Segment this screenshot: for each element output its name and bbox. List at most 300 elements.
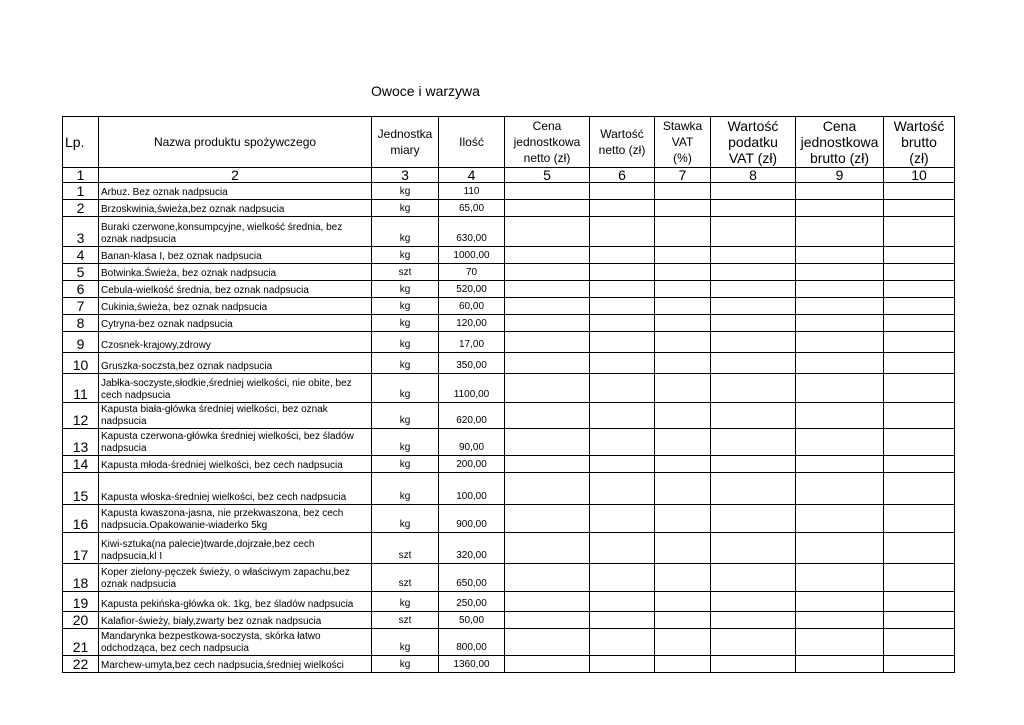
row-product-name-line: odchodząca, bez cech nadpsucia — [101, 643, 249, 654]
row-product-name-line: Czosnek-krajowy,zdrowy — [101, 340, 211, 351]
row-vat-rate — [655, 403, 711, 429]
row-product-name — [99, 353, 372, 374]
row-lp: 19 — [63, 592, 99, 612]
row-gross-value — [884, 281, 955, 298]
row-gross-value — [884, 247, 955, 264]
row-gross-value — [884, 403, 955, 429]
row-vat-rate — [655, 564, 711, 592]
row-product-name — [99, 505, 372, 533]
row-unit-price — [505, 533, 590, 564]
row-vat-value — [711, 315, 796, 332]
row-unit: kg — [372, 332, 439, 353]
row-qty: 120,00 — [439, 315, 505, 332]
row-net-value — [590, 403, 655, 429]
table-row — [63, 429, 955, 456]
row-vat-value — [711, 403, 796, 429]
row-product-name — [99, 656, 372, 673]
row-unit: szt — [372, 564, 439, 592]
row-unit-price — [505, 612, 590, 629]
row-product-name — [99, 403, 372, 429]
row-gross-price — [796, 264, 884, 281]
row-product-name-line: Cukinia,świeża, bez oznak nadpsucia — [101, 302, 268, 313]
table-row — [63, 332, 955, 353]
row-qty: 110 — [439, 183, 505, 200]
header-gross-value-line: (zł) — [909, 150, 929, 166]
table-row — [63, 456, 955, 473]
row-unit-price — [505, 629, 590, 656]
row-product-name — [99, 473, 372, 505]
row-gross-price — [796, 612, 884, 629]
row-lp: 4 — [63, 247, 99, 264]
row-gross-price — [796, 247, 884, 264]
header-vat-rate-line: (%) — [673, 151, 692, 165]
row-qty: 200,00 — [439, 456, 505, 473]
row-unit: kg — [372, 183, 439, 200]
header-vat-value — [711, 117, 796, 168]
row-unit-price — [505, 456, 590, 473]
row-net-value — [590, 247, 655, 264]
row-gross-value — [884, 217, 955, 247]
row-gross-value — [884, 298, 955, 315]
row-product-name — [99, 374, 372, 403]
row-gross-price — [796, 564, 884, 592]
table-row — [63, 629, 955, 656]
row-gross-price — [796, 629, 884, 656]
row-vat-rate — [655, 505, 711, 533]
row-net-value — [590, 332, 655, 353]
header-gross-price-line: Cena — [822, 118, 857, 134]
row-net-value — [590, 564, 655, 592]
row-unit: kg — [372, 281, 439, 298]
header-gross-value-line: Wartość — [893, 118, 945, 134]
header-unit — [372, 117, 439, 168]
row-net-value — [590, 264, 655, 281]
row-gross-price — [796, 429, 884, 456]
row-unit-price — [505, 656, 590, 673]
row-lp: 12 — [63, 403, 99, 429]
row-gross-value — [884, 353, 955, 374]
row-unit: kg — [372, 592, 439, 612]
row-product-name-line: Kalafior-świeży, biały,zwarty bez oznak nadpsucia — [101, 616, 322, 627]
header-vat-rate-line: VAT — [671, 135, 694, 149]
row-product-name-line: Kapusta pekińska-główka ok. 1kg, bez śladów nadpsucia — [101, 599, 354, 610]
row-vat-value — [711, 473, 796, 505]
page-title: Owoce i warzywa — [371, 83, 480, 99]
row-lp: 7 — [63, 298, 99, 315]
header-unit-price-line: Cena — [532, 119, 562, 133]
header-vat-value-line: podatku — [728, 134, 778, 150]
row-vat-rate — [655, 473, 711, 505]
row-unit-price — [505, 200, 590, 217]
table-row — [63, 200, 955, 217]
row-vat-rate — [655, 247, 711, 264]
row-unit: kg — [372, 217, 439, 247]
row-unit-price — [505, 374, 590, 403]
row-product-name — [99, 281, 372, 298]
row-net-value — [590, 456, 655, 473]
row-vat-rate — [655, 456, 711, 473]
row-unit: kg — [372, 505, 439, 533]
row-gross-value — [884, 200, 955, 217]
row-unit-price — [505, 473, 590, 505]
row-gross-price — [796, 200, 884, 217]
table-row — [63, 247, 955, 264]
row-product-name — [99, 264, 372, 281]
row-product-name-line: Kapusta kwaszona-jasna, nie przekwaszona, bez cech — [101, 508, 344, 519]
row-qty: 65,00 — [439, 200, 505, 217]
row-qty: 1000,00 — [439, 247, 505, 264]
row-unit: kg — [372, 315, 439, 332]
row-vat-value — [711, 264, 796, 281]
row-net-value — [590, 298, 655, 315]
row-product-name — [99, 429, 372, 456]
row-vat-rate — [655, 217, 711, 247]
table-row — [63, 592, 955, 612]
row-vat-value — [711, 353, 796, 374]
row-lp: 9 — [63, 332, 99, 353]
table-row — [63, 353, 955, 374]
row-qty: 250,00 — [439, 592, 505, 612]
table-row — [63, 612, 955, 629]
column-number: 10 — [884, 168, 955, 183]
row-gross-price — [796, 281, 884, 298]
row-lp: 15 — [63, 473, 99, 505]
row-gross-value — [884, 429, 955, 456]
row-vat-value — [711, 564, 796, 592]
column-number: 6 — [590, 168, 655, 183]
row-gross-price — [796, 332, 884, 353]
row-product-name — [99, 629, 372, 656]
row-product-name — [99, 315, 372, 332]
table-row — [63, 264, 955, 281]
row-vat-value — [711, 217, 796, 247]
row-vat-rate — [655, 200, 711, 217]
row-qty: 630,00 — [439, 217, 505, 247]
row-product-name-line: Koper zielony-pęczek świeży, o właściwym zapachu,bez — [101, 567, 350, 578]
column-number: 8 — [711, 168, 796, 183]
row-vat-value — [711, 183, 796, 200]
column-number: 5 — [505, 168, 590, 183]
row-vat-rate — [655, 315, 711, 332]
row-gross-value — [884, 473, 955, 505]
row-net-value — [590, 612, 655, 629]
row-gross-price — [796, 403, 884, 429]
row-unit: kg — [372, 456, 439, 473]
row-vat-value — [711, 281, 796, 298]
row-gross-value — [884, 315, 955, 332]
row-product-name-line: nadpsucia — [101, 443, 147, 454]
header-net-value — [590, 117, 655, 168]
row-gross-price — [796, 656, 884, 673]
row-gross-value — [884, 629, 955, 656]
row-unit-price — [505, 247, 590, 264]
row-gross-price — [796, 505, 884, 533]
row-qty: 800,00 — [439, 629, 505, 656]
row-unit-price — [505, 505, 590, 533]
row-unit: kg — [372, 429, 439, 456]
row-product-name-line: Kiwi-sztuka(na palecie)twarde,dojrzałe,bez cech — [101, 539, 315, 550]
row-net-value — [590, 429, 655, 456]
row-gross-price — [796, 217, 884, 247]
row-vat-value — [711, 429, 796, 456]
row-qty: 1360,00 — [439, 656, 505, 673]
row-qty: 50,00 — [439, 612, 505, 629]
row-net-value — [590, 315, 655, 332]
row-gross-value — [884, 592, 955, 612]
row-lp: 8 — [63, 315, 99, 332]
row-lp: 13 — [63, 429, 99, 456]
row-vat-value — [711, 612, 796, 629]
header-row — [63, 117, 955, 168]
row-gross-value — [884, 183, 955, 200]
row-product-name-line: Buraki czerwone,konsumpcyjne, wielkość średnia, bez — [101, 222, 343, 233]
row-product-name-line: nadpsucia.Opakowanie-wiaderko 5kg — [101, 520, 268, 531]
row-product-name — [99, 298, 372, 315]
row-product-name-line: Cebula-wielkość średnia, bez oznak nadpsucia — [101, 285, 309, 296]
row-product-name-line: Botwinka.Świeża, bez oznak nadpsucia — [101, 268, 277, 279]
row-unit: kg — [372, 374, 439, 403]
table-row — [63, 281, 955, 298]
row-lp: 3 — [63, 217, 99, 247]
row-qty: 350,00 — [439, 353, 505, 374]
header-gross-value — [884, 117, 955, 168]
row-vat-value — [711, 592, 796, 612]
row-product-name — [99, 564, 372, 592]
row-unit-price — [505, 264, 590, 281]
row-unit-price — [505, 564, 590, 592]
row-gross-value — [884, 456, 955, 473]
row-net-value — [590, 505, 655, 533]
header-unit-price — [505, 117, 590, 168]
row-vat-value — [711, 332, 796, 353]
row-unit: szt — [372, 612, 439, 629]
row-product-name — [99, 200, 372, 217]
row-qty: 620,00 — [439, 403, 505, 429]
row-unit-price — [505, 315, 590, 332]
header-gross-price-line: jednostkowa — [800, 134, 879, 150]
row-unit-price — [505, 183, 590, 200]
row-net-value — [590, 374, 655, 403]
row-product-name-line: nadpsucia — [101, 416, 147, 427]
table-row — [63, 374, 955, 403]
table-row — [63, 564, 955, 592]
row-gross-value — [884, 374, 955, 403]
row-unit: kg — [372, 298, 439, 315]
row-product-name-line: Kapusta włoska-średniej wielkości, bez cech nadpsucia — [101, 492, 347, 503]
row-product-name-line: Kapusta młoda-średniej wielkości, bez cech nadpsucia — [101, 460, 343, 471]
row-product-name-line: oznak nadpsucia — [101, 579, 177, 590]
row-gross-value — [884, 533, 955, 564]
row-net-value — [590, 629, 655, 656]
row-lp: 16 — [63, 505, 99, 533]
column-number-row — [63, 168, 955, 183]
row-lp: 22 — [63, 656, 99, 673]
header-gross-price — [796, 117, 884, 168]
row-unit: kg — [372, 403, 439, 429]
row-product-name-line: Jabłka-soczyste,słodkie,średniej wielkości, nie obite, bez — [101, 378, 352, 389]
row-vat-rate — [655, 429, 711, 456]
table-body — [63, 183, 955, 673]
row-net-value — [590, 183, 655, 200]
row-unit-price — [505, 592, 590, 612]
row-qty: 320,00 — [439, 533, 505, 564]
row-net-value — [590, 656, 655, 673]
row-unit: szt — [372, 533, 439, 564]
row-product-name-line: Brzoskwinia,świeża,bez oznak nadpsucia — [101, 204, 285, 215]
row-net-value — [590, 200, 655, 217]
header-unit-price-line: jednostkowa — [513, 135, 581, 149]
row-gross-price — [796, 183, 884, 200]
row-net-value — [590, 217, 655, 247]
header-name: Nazwa produktu spożywczego — [99, 117, 372, 168]
row-net-value — [590, 473, 655, 505]
row-product-name — [99, 612, 372, 629]
row-gross-value — [884, 505, 955, 533]
row-lp: 10 — [63, 353, 99, 374]
row-unit-price — [505, 281, 590, 298]
row-product-name-line: nadpsucia,kl I — [101, 551, 163, 562]
row-vat-rate — [655, 353, 711, 374]
row-unit: kg — [372, 247, 439, 264]
row-unit: szt — [372, 264, 439, 281]
row-product-name-line: Cytryna-bez oznak nadpsucia — [101, 319, 233, 330]
row-gross-price — [796, 315, 884, 332]
header-unit-price-line: netto (zł) — [523, 151, 571, 165]
row-unit: kg — [372, 656, 439, 673]
row-product-name-line: Arbuz. Bez oznak nadpsucia — [101, 187, 228, 198]
table-row — [63, 298, 955, 315]
header-vat-rate — [655, 117, 711, 168]
row-qty: 100,00 — [439, 473, 505, 505]
products-table — [62, 116, 955, 673]
header-vat-value-line: VAT (zł) — [728, 150, 778, 166]
table-row — [63, 505, 955, 533]
row-unit-price — [505, 217, 590, 247]
row-qty: 60,00 — [439, 298, 505, 315]
row-unit: kg — [372, 200, 439, 217]
header-unit-line: miary — [390, 143, 420, 157]
row-qty: 650,00 — [439, 564, 505, 592]
row-vat-value — [711, 456, 796, 473]
header-gross-value-line: brutto — [901, 134, 937, 150]
row-gross-value — [884, 332, 955, 353]
row-gross-value — [884, 564, 955, 592]
row-unit: kg — [372, 353, 439, 374]
row-product-name — [99, 247, 372, 264]
row-qty: 90,00 — [439, 429, 505, 456]
row-qty: 17,00 — [439, 332, 505, 353]
row-net-value — [590, 353, 655, 374]
row-gross-price — [796, 473, 884, 505]
header-vat-value-line: Wartość — [727, 118, 779, 134]
row-product-name-line: oznak nadpsucia — [101, 234, 177, 245]
row-vat-rate — [655, 533, 711, 564]
row-lp: 11 — [63, 374, 99, 403]
row-net-value — [590, 281, 655, 298]
row-vat-value — [711, 247, 796, 264]
row-product-name — [99, 217, 372, 247]
row-unit-price — [505, 332, 590, 353]
row-vat-rate — [655, 374, 711, 403]
row-vat-value — [711, 374, 796, 403]
row-gross-price — [796, 374, 884, 403]
row-qty: 70 — [439, 264, 505, 281]
row-lp: 14 — [63, 456, 99, 473]
row-lp: 5 — [63, 264, 99, 281]
column-number: 2 — [99, 168, 372, 183]
row-gross-value — [884, 656, 955, 673]
row-vat-rate — [655, 629, 711, 656]
row-qty: 520,00 — [439, 281, 505, 298]
header-net-value-line: Wartość — [600, 127, 644, 141]
row-product-name — [99, 332, 372, 353]
row-unit-price — [505, 353, 590, 374]
row-gross-value — [884, 612, 955, 629]
column-number: 3 — [372, 168, 439, 183]
table-row — [63, 473, 955, 505]
row-product-name-line: Marchew-umyta,bez cech nadpsucia,średniej wielkości — [101, 660, 344, 671]
header-qty: Ilość — [439, 117, 505, 168]
row-vat-rate — [655, 281, 711, 298]
row-gross-price — [796, 592, 884, 612]
row-lp: 2 — [63, 200, 99, 217]
table-row — [63, 403, 955, 429]
row-product-name — [99, 592, 372, 612]
row-lp: 21 — [63, 629, 99, 656]
row-gross-value — [884, 264, 955, 281]
row-vat-value — [711, 298, 796, 315]
row-lp: 18 — [63, 564, 99, 592]
row-vat-value — [711, 533, 796, 564]
row-product-name-line: Gruszka-soczsta,bez oznak nadpsucia — [101, 361, 273, 372]
row-vat-rate — [655, 656, 711, 673]
row-product-name-line: Banan-klasa I, bez oznak nadpsucia — [101, 251, 262, 262]
row-vat-value — [711, 656, 796, 673]
header-lp: Lp. — [63, 117, 99, 168]
header-gross-price-line: brutto (zł) — [809, 150, 870, 166]
table-row — [63, 217, 955, 247]
row-lp: 20 — [63, 612, 99, 629]
row-vat-value — [711, 200, 796, 217]
row-vat-rate — [655, 264, 711, 281]
row-product-name — [99, 183, 372, 200]
header-vat-rate-line: Stawka — [662, 119, 703, 133]
row-product-name-line: Kapusta czerwona-główka średniej wielkości, bez śladów — [101, 431, 354, 442]
table-row — [63, 315, 955, 332]
row-unit-price — [505, 298, 590, 315]
row-unit: kg — [372, 629, 439, 656]
row-vat-rate — [655, 592, 711, 612]
column-number: 7 — [655, 168, 711, 183]
row-lp: 17 — [63, 533, 99, 564]
row-product-name-line: cech nadpsucia — [101, 390, 171, 401]
row-vat-value — [711, 629, 796, 656]
row-unit: kg — [372, 473, 439, 505]
row-product-name — [99, 533, 372, 564]
row-vat-rate — [655, 332, 711, 353]
table-row — [63, 533, 955, 564]
row-vat-rate — [655, 183, 711, 200]
row-gross-price — [796, 533, 884, 564]
row-product-name-line: Mandarynka bezpestkowa-soczysta, skórka łatwo — [101, 631, 321, 642]
row-product-name-line: Kapusta biała-główka średniej wielkości, bez oznak — [101, 404, 328, 415]
row-net-value — [590, 533, 655, 564]
row-product-name — [99, 456, 372, 473]
row-gross-price — [796, 456, 884, 473]
row-unit-price — [505, 429, 590, 456]
row-net-value — [590, 592, 655, 612]
row-lp: 6 — [63, 281, 99, 298]
